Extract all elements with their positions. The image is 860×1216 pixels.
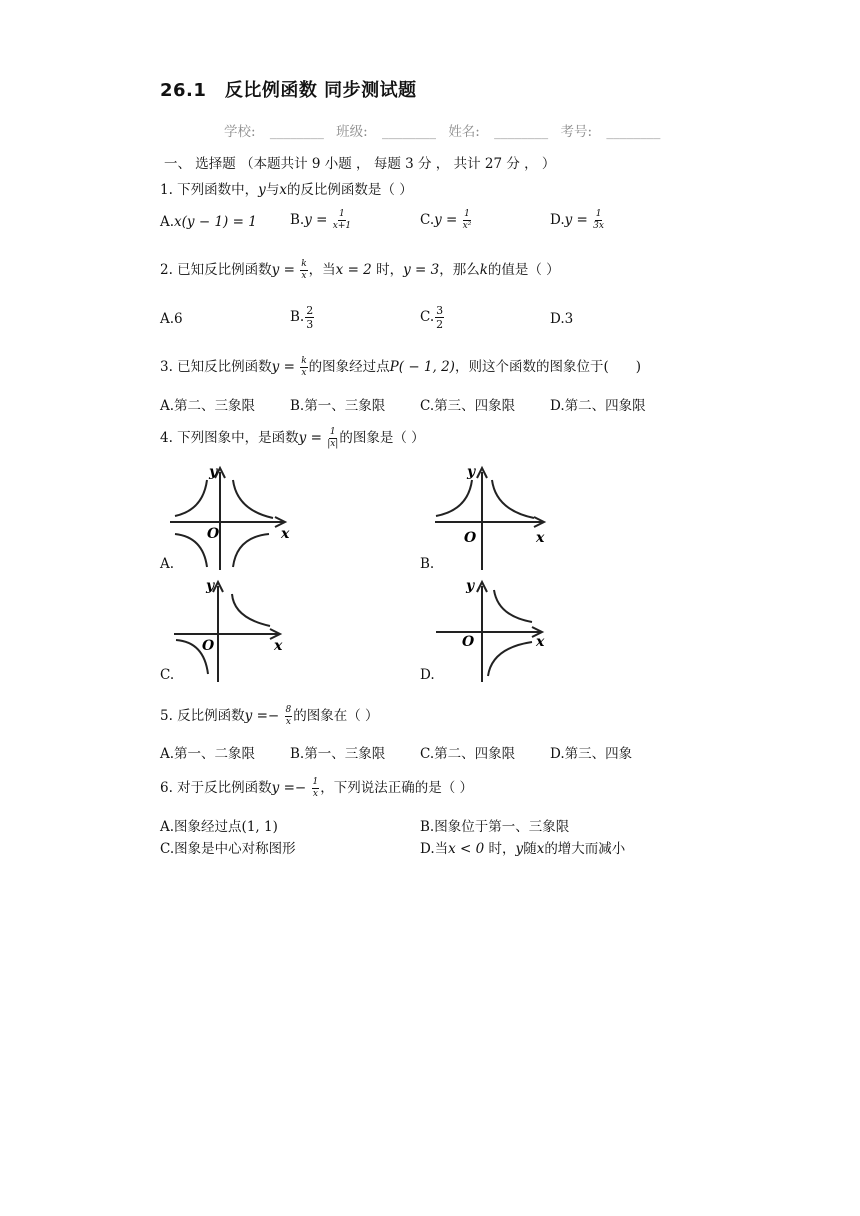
q1-stem-text: 1. 下列函数中，	[160, 182, 259, 198]
q3-option-d: D.第二、四象限	[550, 398, 646, 414]
axis-y-label: y	[209, 464, 218, 480]
q6-d-text: D.当	[420, 841, 449, 857]
page-title: 26.1 反比例函数 同步测试题	[160, 80, 417, 101]
q3-stem-text-2: 的图象经过点	[308, 359, 390, 375]
curve-q1	[233, 480, 273, 518]
q4-option-a: A.	[160, 556, 175, 572]
q1-option-a	[160, 214, 257, 230]
q4-option-b: B.	[420, 556, 435, 572]
q2-c-num: 3	[436, 304, 444, 317]
q6-option-a	[160, 815, 278, 835]
q2-cond-2: y = 3	[403, 262, 440, 278]
axis-x-label: x	[281, 526, 290, 542]
q2-option-b	[290, 305, 315, 330]
q4-graph-b	[430, 462, 560, 572]
q6-stem-text-2: ，下列说法正确的是（ ）	[320, 780, 474, 796]
q3-point: P( − 1, 2)	[389, 359, 455, 375]
q1-var-x: x	[279, 182, 287, 198]
q1-b-lhs: y =	[304, 212, 328, 228]
q2-stem-text: 2. 已知反比例函数	[160, 262, 272, 278]
q1-b-num: 1	[339, 209, 345, 219]
axis-x-label: x	[536, 634, 545, 650]
q1-b-den: x+1	[332, 221, 352, 231]
q3-den: x	[301, 368, 307, 378]
axis-x-label: x	[274, 638, 283, 654]
q3-num: k	[301, 356, 307, 366]
school-blank: ________	[269, 124, 324, 140]
q4-stem-text-2: 的图象是（ ）	[339, 430, 425, 446]
school-label: 学校:	[224, 124, 256, 140]
question-6-stem	[160, 776, 473, 799]
q2-lhs: y =	[271, 262, 295, 278]
origin-label: O	[462, 634, 475, 650]
q6-option-c: C.图象是中心对称图形	[160, 841, 296, 857]
q5-lhs: y =−	[244, 708, 280, 724]
curve-q4	[488, 642, 532, 676]
class-label: 班级:	[336, 124, 368, 140]
q6-lhs: y =−	[271, 780, 307, 796]
q2-c-den: 2	[436, 318, 444, 331]
origin-label: O	[464, 530, 477, 546]
q5-option-d: D.第三、四象	[550, 746, 633, 762]
axis-y-label: y	[467, 464, 476, 480]
q2-cond-1: x = 2	[335, 262, 372, 278]
q3-lhs: y =	[271, 359, 295, 375]
q2-option-d: D.3	[550, 311, 574, 327]
q6-d-text-2: 时，	[484, 841, 516, 857]
q2-num: k	[301, 259, 307, 269]
q2-stem-text-3: 时，	[371, 262, 404, 278]
q1-c-num: 1	[464, 209, 470, 219]
q2-stem-text-4: ，那么	[439, 262, 480, 278]
q1-option-c	[420, 210, 472, 231]
q6-d-text-3: 随	[523, 841, 537, 857]
q3-stem-text-3: ，则这个函数的图象位于( )	[454, 359, 641, 375]
q6-den: x	[312, 789, 318, 799]
q1-c-den: x²	[462, 221, 472, 231]
q4-den: |x|	[327, 439, 339, 449]
q5-option-b: B.第一、三象限	[290, 746, 386, 762]
curve-q3	[175, 534, 207, 567]
q1-option-d	[550, 210, 605, 231]
q1-a-prefix: A.	[160, 214, 175, 230]
curve-q2	[436, 480, 472, 516]
q2-c-prefix: C.	[420, 309, 435, 325]
section-heading: 一、 选择题 （本题共计 9 小题 ， 每题 3 分 ， 共计 27 分 ， ）	[164, 156, 556, 172]
q5-option-a: A.第一、二象限	[160, 746, 256, 762]
q6-option-d	[420, 837, 625, 857]
q6-d-text-4: 的增大而减小	[544, 841, 626, 857]
q2-den: x	[301, 271, 307, 281]
curve-q1	[494, 590, 532, 622]
origin-label: O	[202, 638, 215, 654]
q4-graph-d	[432, 576, 562, 682]
q3-option-c: C.第三、四象限	[420, 398, 516, 414]
q3-option-a: A.第二、三象限	[160, 398, 256, 414]
q1-c-lhs: y =	[434, 212, 458, 228]
axis-y-label: y	[206, 578, 215, 594]
q1-d-lhs: y =	[564, 212, 588, 228]
q4-option-c: C.	[160, 667, 175, 683]
q5-stem-text: 5. 反比例函数	[160, 708, 245, 724]
q1-d-num: 1	[595, 209, 602, 219]
q1-stem-text-2: 与	[265, 182, 280, 198]
q1-stem-text-3: 的反比例函数是（ ）	[286, 182, 413, 198]
q4-graph-c	[170, 578, 300, 682]
q4-graph-a	[165, 462, 295, 572]
name-label: 姓名:	[448, 124, 480, 140]
question-1-stem	[160, 178, 413, 198]
q6-num: 1	[312, 777, 319, 787]
exam-no-blank: ________	[606, 124, 661, 140]
q2-b-prefix: B.	[290, 309, 305, 325]
q1-d-den: 3x	[593, 221, 604, 231]
q6-d-var-y: y	[515, 841, 524, 857]
class-blank: ________	[382, 124, 437, 140]
q5-stem-text-2: 的图象在（ ）	[293, 708, 379, 724]
q2-b-num: 2	[306, 304, 314, 317]
q6-a-text: A.图象经过点	[160, 819, 242, 835]
q2-stem-text-5: 的值是（ ）	[487, 262, 560, 278]
q5-den: x	[285, 717, 291, 727]
curve-q2	[175, 480, 207, 516]
axis-y-label: y	[466, 578, 475, 594]
exam-no-label: 考号:	[560, 124, 593, 140]
q3-stem-text: 3. 已知反比例函数	[160, 359, 272, 375]
name-blank: ________	[494, 124, 549, 140]
curve-q1	[232, 594, 270, 626]
q2-b-den: 3	[306, 318, 314, 331]
q6-a-point: (1, 1)	[241, 819, 278, 835]
q2-option-a: A.6	[160, 311, 183, 327]
q4-num: 1	[329, 427, 336, 437]
q4-lhs: y =	[298, 430, 322, 446]
q1-d-prefix: D.	[550, 212, 565, 228]
q6-d-var-x: x	[536, 841, 545, 857]
axis-x-label: x	[536, 530, 545, 546]
q2-var-k: k	[479, 262, 488, 278]
q6-stem-text: 6. 对于反比例函数	[160, 780, 272, 796]
q2-stem-text-2: ，当	[308, 262, 336, 278]
q1-option-b	[290, 210, 352, 231]
question-2-stem	[160, 258, 560, 281]
q4-option-d: D.	[420, 667, 435, 683]
question-4-stem	[160, 426, 425, 449]
question-5-stem	[160, 704, 379, 727]
q1-b-prefix: B.	[290, 212, 305, 228]
q3-option-b: B.第一、三象限	[290, 398, 386, 414]
q6-d-cond: x < 0	[448, 841, 485, 857]
question-3-stem	[160, 355, 641, 378]
q5-option-c: C.第二、四象限	[420, 746, 516, 762]
origin-label: O	[207, 526, 220, 542]
q5-num: 8	[285, 705, 292, 715]
curve-q4	[233, 534, 269, 567]
q4-stem-text: 4. 下列图象中，是函数	[160, 430, 299, 446]
q6-option-b: B.图象位于第一、三象限	[420, 819, 570, 835]
student-info-line	[224, 120, 660, 140]
q1-c-prefix: C.	[420, 212, 435, 228]
q1-a-expr: x(y − 1) = 1	[174, 214, 257, 230]
q2-option-c	[420, 305, 445, 330]
q1-var-y: y	[258, 182, 266, 198]
curve-q1	[492, 480, 534, 518]
